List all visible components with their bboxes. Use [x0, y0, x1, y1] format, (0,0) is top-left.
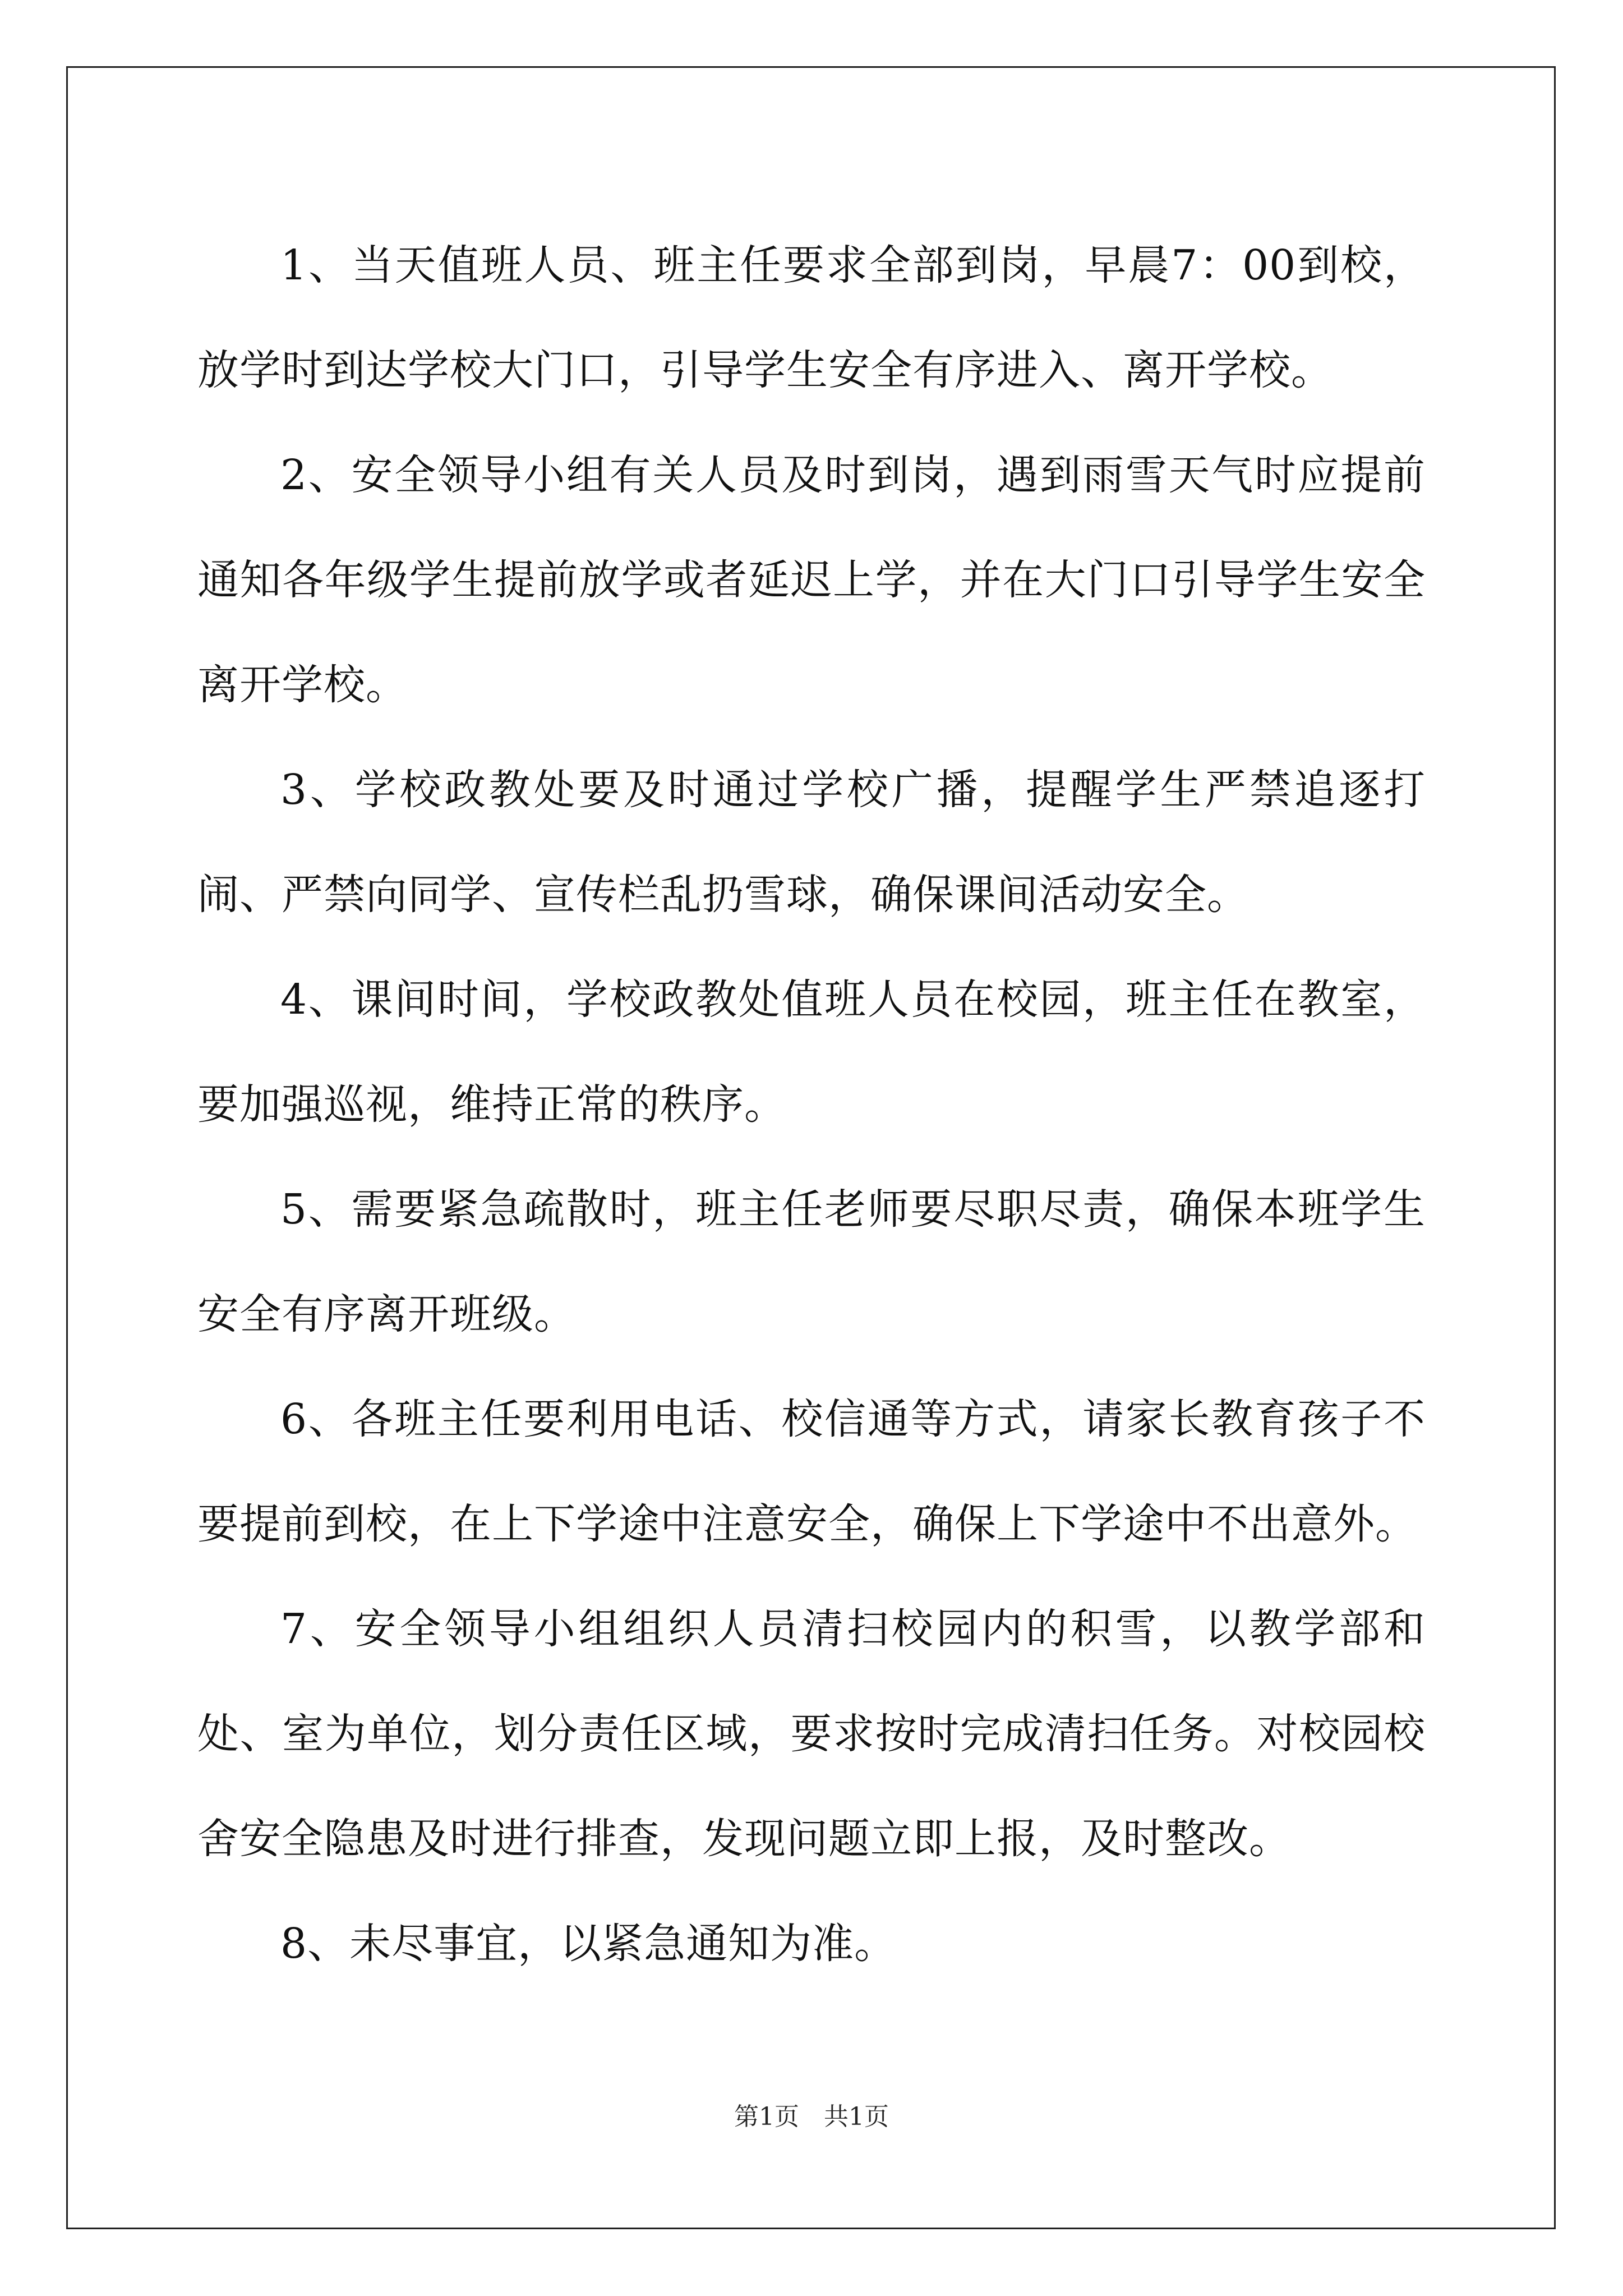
paragraph-8: 8、未尽事宜，以紧急通知为准。: [280, 1920, 897, 1968]
paragraph-2: 2、安全领导小组有关人员及时到岗，遇到雨雪天气时应提前通知各年级学生提前放学或者延迟上学，并在大门口引导学生安全离开学校。: [197, 451, 1426, 709]
page-number-footer: 第1页 共1页: [734, 2102, 889, 2131]
paragraph-4: 4、课间时间，学校政教处值班人员在校园，班主任在教室，要加强巡视，维持正常的秩序。: [197, 976, 1426, 1129]
document-body: [197, 213, 1426, 1996]
paragraph-1: 1、当天值班人员、班主任要求全部到岗，早晨7：00到校，放学时到达学校大门口，引导学生安全有序进入、离开学校。: [197, 241, 1426, 394]
paragraph-3: 3、学校政教处要及时通过学校广播，提醒学生严禁追逐打闹、严禁向同学、宣传栏乱扔雪球，确保课间活动安全。: [197, 766, 1426, 919]
paragraph-7: 7、安全领导小组组织人员清扫校园内的积雪，以教学部和处、室为单位，划分责任区域，要求按时完成清扫任务。对校园校舍安全隐患及时进行排查，发现问题立即上报，及时整改。: [197, 1605, 1426, 1863]
paragraph-5: 5、需要紧急疏散时，班主任老师要尽职尽责，确保本班学生安全有序离开班级。: [197, 1185, 1426, 1338]
paragraph-6: 6、各班主任要利用电话、校信通等方式，请家长教育孩子不要提前到校，在上下学途中注意安全，确保上下学途中不出意外。: [197, 1395, 1426, 1548]
